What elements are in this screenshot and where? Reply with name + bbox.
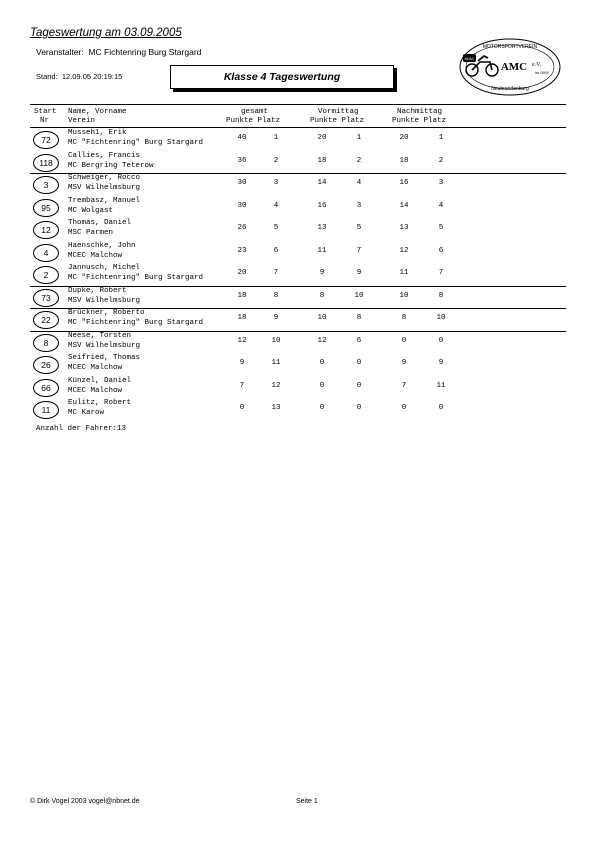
table-row	[30, 152, 566, 174]
afternoon-points-cell: 7	[401, 381, 407, 390]
header-top-rule	[30, 104, 566, 105]
table-row	[30, 264, 566, 286]
morning-points-cell: 16	[317, 201, 327, 210]
afternoon-place-cell: 8	[438, 291, 444, 300]
table-row	[30, 197, 566, 219]
rider-club: MC Karow	[68, 409, 105, 417]
col-afternoon-points: Punkte	[392, 117, 420, 125]
rider-club: MSV Wilhelmsburg	[68, 296, 141, 305]
total-points-cell: 26	[237, 224, 247, 232]
page-title: Tageswertung am 03.09.2005	[30, 27, 182, 39]
total-points-cell: 20	[237, 269, 247, 277]
total-place-cell: 13	[271, 404, 281, 412]
afternoon-place-cell: 6	[438, 246, 444, 255]
organizer-label: Veranstalter:	[36, 47, 84, 57]
col-start: Start	[34, 108, 57, 116]
total-place-cell: 4	[273, 201, 279, 210]
morning-points-cell: 8	[319, 291, 325, 300]
stand-value: 12.09.05 20:19:15	[61, 72, 123, 81]
header-bottom-rule	[30, 127, 566, 128]
logo-adac-text: ADAC	[464, 57, 475, 61]
rider-club: MC "Fichtenring" Burg Stargard	[68, 274, 204, 282]
afternoon-place-cell: 9	[438, 359, 444, 367]
morning-points-cell: 0	[319, 404, 325, 412]
table-row	[30, 377, 566, 399]
total-place-cell: 8	[273, 291, 279, 300]
rider-name: Jannusch, Michel	[68, 264, 141, 272]
total-place-cell: 5	[273, 224, 279, 232]
table-row	[30, 219, 566, 241]
col-total-points: Punkte	[226, 117, 254, 125]
total-points-cell: 12	[237, 336, 247, 345]
col-morning-subheads	[310, 117, 364, 126]
logo-top-text: MOTORSPORTVEREIN	[482, 44, 538, 50]
morning-points-cell: 18	[317, 156, 327, 165]
morning-points-cell: 12	[317, 336, 327, 345]
total-place-cell: 1	[273, 134, 279, 142]
morning-place-cell: 4	[356, 179, 362, 187]
logo-middle-text: AMC	[500, 61, 528, 73]
rider-name: Neese, Torsten	[68, 331, 132, 340]
afternoon-points-cell: 14	[399, 201, 409, 210]
table-row	[30, 354, 566, 376]
organizer-name: MC Fichtenring Burg Stargard	[88, 47, 202, 57]
rider-club: MCEC Malchow	[68, 364, 123, 372]
stand-label: Stand:	[36, 72, 58, 81]
rider-name: Schweiger, Rocco	[68, 174, 141, 182]
rider-name: Seifried, Thomas	[68, 354, 141, 362]
rider-name: Eulitz, Robert	[68, 399, 132, 407]
afternoon-points-cell: 20	[399, 134, 409, 142]
morning-place-cell: 1	[356, 134, 362, 142]
total-points-cell: 0	[239, 404, 245, 412]
afternoon-place-cell: 3	[438, 179, 444, 187]
col-afternoon: Nachmittag	[397, 108, 443, 116]
afternoon-place-cell: 0	[438, 336, 444, 345]
col-total-subheads	[226, 117, 280, 126]
col-nr: Nr	[40, 117, 50, 125]
rider-name: Dupke, Robert	[68, 286, 127, 295]
col-afternoon-subheads	[392, 117, 446, 126]
start-number-badge: 3	[33, 176, 59, 194]
class-title: Klasse 4 Tageswertung	[223, 71, 341, 83]
start-number-badge: 73	[33, 289, 59, 307]
start-number-badge: 4	[33, 244, 59, 262]
table-row	[30, 174, 566, 196]
col-afternoon-place: Platz	[423, 117, 447, 125]
total-place-cell: 11	[271, 359, 281, 367]
start-number-badge: 11	[33, 401, 59, 419]
morning-place-cell: 5	[356, 224, 362, 232]
afternoon-points-cell: 12	[399, 246, 409, 255]
table-row	[30, 309, 566, 331]
rider-name: Trembasz, Manuel	[68, 196, 141, 205]
club-logo	[458, 37, 562, 97]
morning-place-cell: 9	[356, 269, 362, 277]
afternoon-place-cell: 5	[438, 224, 444, 232]
morning-place-cell: 3	[356, 201, 362, 210]
col-morning: Vormittag	[318, 108, 359, 116]
table-row	[30, 399, 566, 421]
total-points-cell: 23	[237, 246, 247, 255]
start-number-badge: 95	[33, 199, 59, 217]
morning-place-cell: 8	[356, 314, 362, 322]
footer-copyright: © Dirk Vogel 2003 vogel@nbnet.de	[30, 798, 140, 805]
total-points-cell: 9	[239, 359, 245, 367]
rider-club: MSV Wilhelmsburg	[68, 341, 141, 350]
morning-place-cell: 0	[356, 404, 362, 412]
col-morning-points: Punkte	[310, 117, 338, 125]
class-title-box	[170, 65, 394, 89]
morning-place-cell: 0	[356, 381, 362, 390]
morning-place-cell: 10	[354, 291, 364, 300]
afternoon-place-cell: 4	[438, 201, 444, 210]
rider-name: Thomas, Daniel	[68, 219, 132, 227]
rider-club: MSC Parmen	[68, 229, 114, 237]
logo-im-text: im DMV	[535, 70, 550, 75]
total-place-cell: 2	[273, 156, 279, 165]
morning-place-cell: 2	[356, 156, 362, 165]
table-row	[30, 242, 566, 264]
total-place-cell: 3	[273, 179, 279, 187]
table-row	[30, 287, 566, 309]
afternoon-points-cell: 9	[401, 359, 407, 367]
start-number-badge: 2	[33, 266, 59, 284]
rider-club: MC Wolgast	[68, 206, 114, 215]
rider-name: Callies, Francis	[68, 151, 141, 160]
col-total: gesamt	[241, 108, 269, 116]
morning-place-cell: 6	[356, 336, 362, 345]
morning-points-cell: 14	[317, 179, 327, 187]
afternoon-place-cell: 2	[438, 156, 444, 165]
col-name: Name, Vorname	[68, 108, 127, 116]
start-number-badge: 72	[33, 131, 59, 149]
rider-club: MCEC Malchow	[68, 251, 123, 260]
afternoon-place-cell: 1	[438, 134, 444, 142]
total-place-cell: 9	[273, 314, 279, 322]
afternoon-points-cell: 11	[399, 269, 409, 277]
col-club: Verein	[68, 117, 96, 125]
col-morning-place: Platz	[341, 117, 365, 125]
morning-points-cell: 9	[319, 269, 325, 277]
logo-suffix-text: e.V.	[532, 62, 542, 68]
timestamp-line	[36, 72, 122, 81]
logo-bottom-text: Neubrandenburg	[491, 86, 529, 92]
morning-points-cell: 11	[317, 246, 327, 255]
morning-place-cell: 0	[356, 359, 362, 367]
total-points-cell: 7	[239, 381, 245, 390]
afternoon-points-cell: 8	[401, 314, 407, 322]
afternoon-points-cell: 0	[401, 336, 407, 345]
morning-points-cell: 10	[317, 314, 327, 322]
start-number-badge: 22	[33, 311, 59, 329]
afternoon-points-cell: 13	[399, 224, 409, 232]
rider-club: MC Bergring Teterow	[68, 161, 154, 170]
rider-name: Künzel, Daniel	[68, 376, 132, 385]
afternoon-points-cell: 18	[399, 156, 409, 165]
afternoon-points-cell: 10	[399, 291, 409, 300]
morning-points-cell: 20	[317, 134, 327, 142]
total-points-cell: 30	[237, 201, 247, 210]
rider-club: MC "Fichtenring" Burg Stargard	[68, 139, 204, 147]
morning-points-cell: 0	[319, 359, 325, 367]
rider-count: Anzahl der Fahrer:13	[36, 425, 127, 433]
total-place-cell: 7	[273, 269, 279, 277]
rider-name: Haenschke, John	[68, 241, 136, 250]
total-points-cell: 18	[237, 291, 247, 300]
afternoon-place-cell: 0	[438, 404, 444, 412]
table-row	[30, 129, 566, 151]
morning-points-cell: 0	[319, 381, 325, 390]
table-row	[30, 332, 566, 354]
total-points-cell: 40	[237, 134, 247, 142]
col-total-place: Platz	[257, 117, 281, 125]
rider-club: MC "Fichtenring" Burg Stargard	[68, 319, 204, 327]
afternoon-place-cell: 7	[438, 269, 444, 277]
afternoon-place-cell: 11	[436, 381, 446, 390]
rider-club: MCEC Malchow	[68, 386, 123, 395]
start-number-badge: 8	[33, 334, 59, 352]
total-points-cell: 18	[237, 314, 247, 322]
total-place-cell: 12	[271, 381, 281, 390]
footer-page-number: Seite 1	[296, 798, 318, 805]
start-number-badge: 118	[33, 154, 59, 172]
total-place-cell: 10	[271, 336, 281, 345]
morning-place-cell: 7	[356, 246, 362, 255]
total-place-cell: 6	[273, 246, 279, 255]
start-number-badge: 26	[33, 356, 59, 374]
organizer-line	[36, 47, 201, 57]
afternoon-place-cell: 10	[436, 314, 446, 322]
total-points-cell: 36	[237, 156, 247, 165]
rider-name: Musseh1, Erik	[68, 129, 127, 137]
rider-club: MSV Wilhelmsburg	[68, 184, 141, 192]
total-points-cell: 30	[237, 179, 247, 187]
morning-points-cell: 13	[317, 224, 327, 232]
afternoon-points-cell: 16	[399, 179, 409, 187]
start-number-badge: 12	[33, 221, 59, 239]
start-number-badge: 66	[33, 379, 59, 397]
afternoon-points-cell: 0	[401, 404, 407, 412]
rider-name: Brückner, Roberto	[68, 309, 145, 317]
